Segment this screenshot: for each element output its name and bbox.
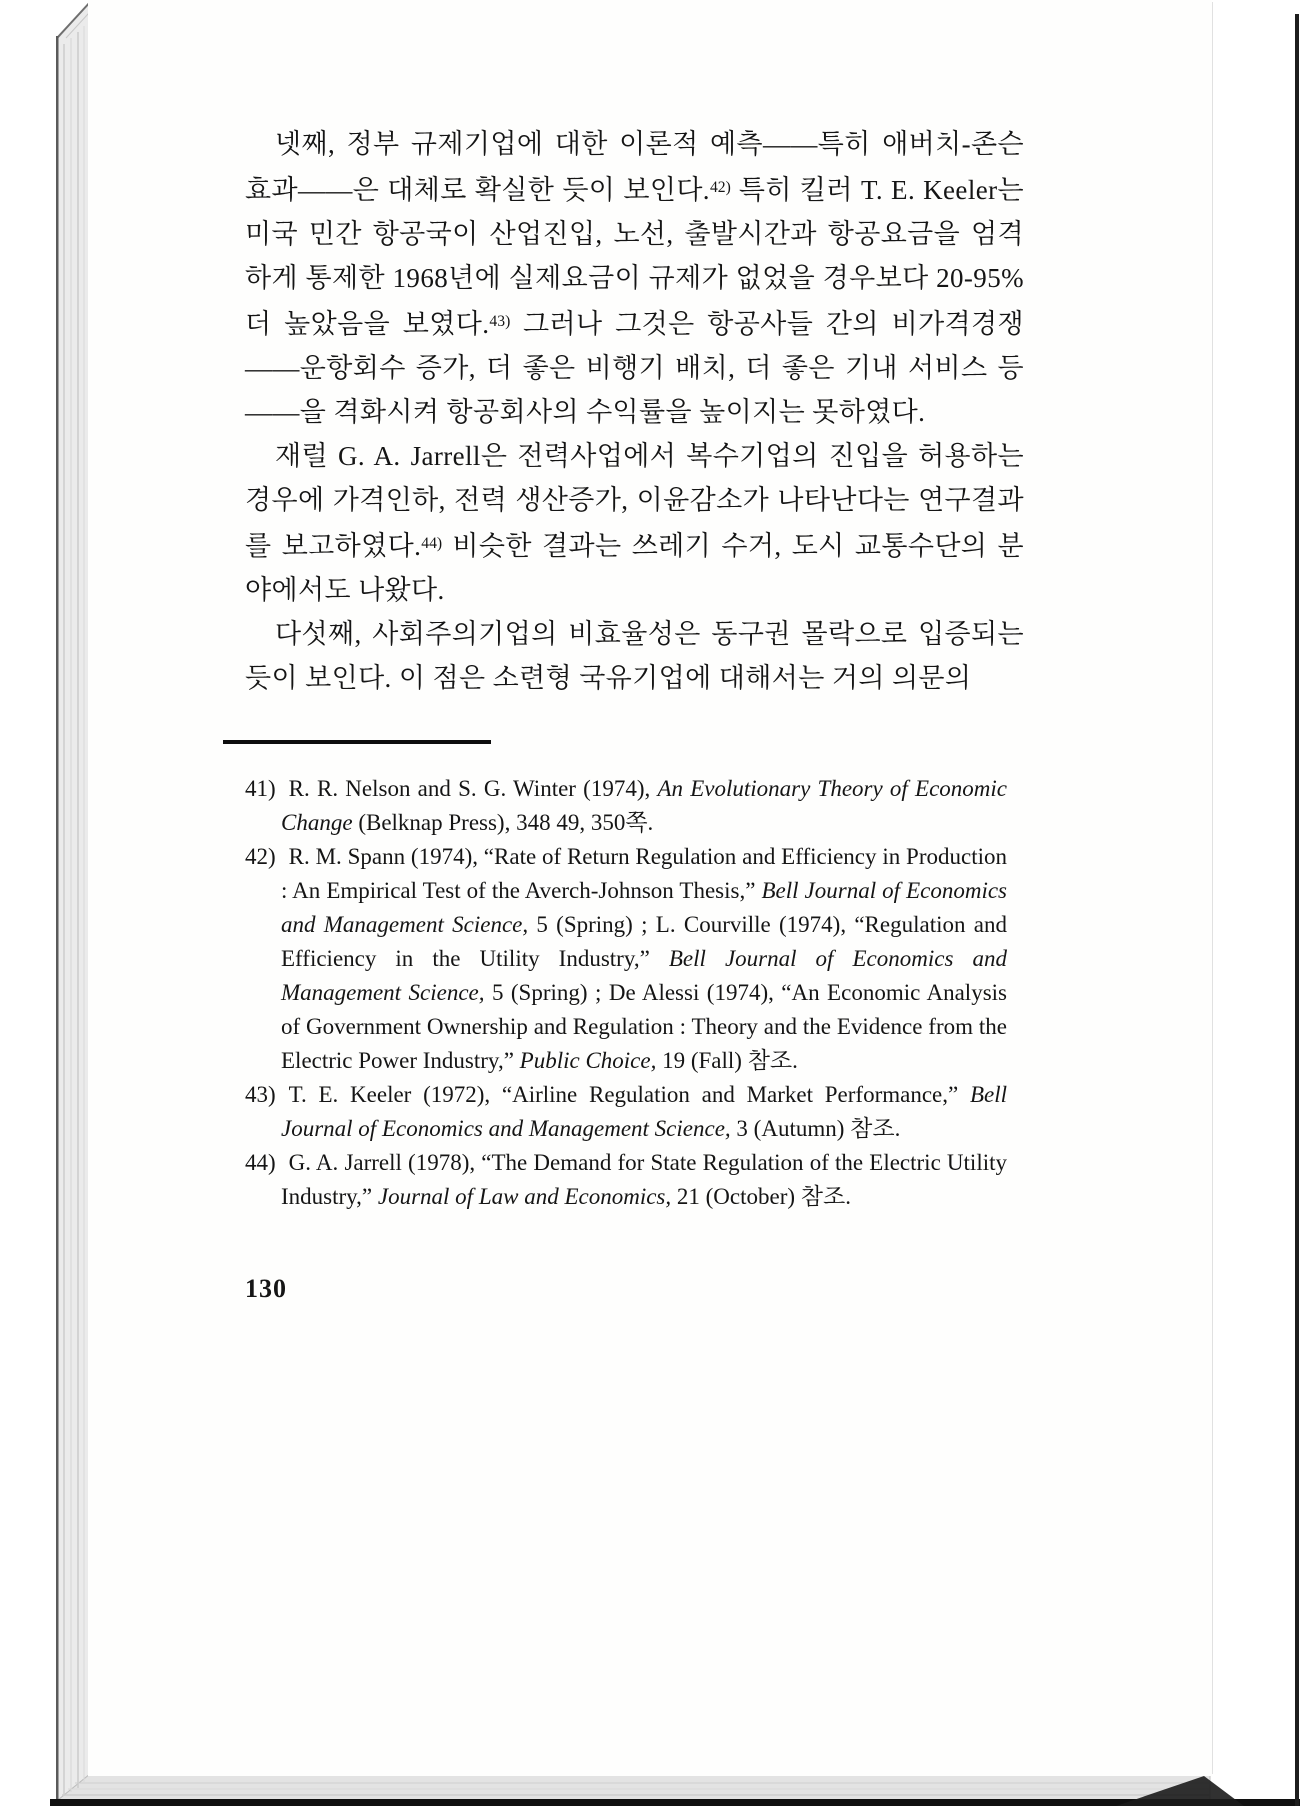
footnote-number: 42) bbox=[245, 844, 276, 869]
text-run: 재럴 G. A. Jarrell은 전력사업에서 복수기업의 진입을 허용하는 경우에 가격인하, 전력 생산증가, 이윤감소가 나타난다는 연구결과를 보고하였다. bbox=[245, 441, 1024, 561]
footnote-number: 41) bbox=[245, 776, 276, 801]
scan-right-border bbox=[1295, 14, 1299, 1806]
bottom-page-edge bbox=[58, 1774, 1210, 1800]
paragraph-socialist-firms bbox=[245, 612, 1024, 700]
text-run: 5 (Spring) ; L. Courville (1974), “Regulation and Efficiency in the Utility Industry,” bbox=[281, 912, 1007, 971]
footnotes bbox=[245, 772, 1007, 1214]
text-run: Bell Journal of Economics and Management Science, bbox=[281, 946, 1007, 1005]
footnote-41 bbox=[245, 772, 1007, 840]
text-run: 넷째, 정부 규제기업에 대한 이론적 예측——특히 애버치-존슨 효과——은 대체로 확실한 듯이 보인다. bbox=[245, 129, 1024, 205]
text-run: 다섯째, 사회주의기업의 비효율성은 동구권 몰락으로 입증되는 듯이 보인다. 이 점은 소련형 국유기업에 대해서는 거의 의문의 bbox=[245, 619, 1024, 693]
footnote-number: 43) bbox=[245, 1082, 276, 1107]
text-run: 그러나 그것은 항공사들 간의 비가격경쟁——운항회수 증가, 더 좋은 비행기 배치, 더 좋은 기내 서비스 등——을 격화시켜 항공회사의 수익률을 높이지는 못하였다. bbox=[245, 309, 1024, 427]
left-page-edge bbox=[58, 2, 90, 1800]
footnote-42 bbox=[245, 840, 1007, 1078]
page-number: 130 bbox=[245, 1274, 287, 1303]
paragraph-regulated-firms bbox=[245, 122, 1024, 434]
text-run: 특히 킬러 T. E. Keeler는 미국 민간 항공국이 산업진입, 노선, 출발시간과 항공요금을 엄격하게 통제한 1968년에 실제요금이 규제가 없었을 경우보다 20-95% 더 높았음을 보였다. bbox=[245, 175, 1024, 339]
text-run: Bell Journal of Economics and Management Science, bbox=[281, 878, 1007, 937]
footnote-number: 44) bbox=[245, 1150, 276, 1175]
text-run: (Belknap Press), 348 49, 350쪽. bbox=[352, 810, 654, 835]
text-run: Public Choice, bbox=[519, 1048, 657, 1073]
text-run: 3 (Autumn) 참조. bbox=[730, 1116, 901, 1141]
text-run: An Evolutionary Theory of Economic Change bbox=[281, 776, 1007, 835]
body-text bbox=[245, 122, 1024, 700]
paragraph-jarrell bbox=[245, 434, 1024, 612]
text-run: 21 (October) 참조. bbox=[671, 1184, 851, 1209]
footnote-ref: 43) bbox=[489, 313, 511, 330]
text-run: T. E. Keeler (1972), “Airline Regulation and Market Performance,” bbox=[288, 1082, 970, 1107]
text-run: G. A. Jarrell (1978), “The Demand for State Regulation of the Electric Utility Industry,” bbox=[281, 1150, 1007, 1209]
footnote-text bbox=[281, 1082, 1007, 1141]
scan-bottom-border bbox=[50, 1799, 1300, 1806]
footnote-43 bbox=[245, 1078, 1007, 1146]
footnote-text bbox=[281, 1150, 1007, 1209]
text-run: R. M. Spann (1974), “Rate of Return Regulation and Efficiency in Production : An Empirical Test of the Averch-Johnson Thesis,” bbox=[281, 844, 1007, 903]
text-run: R. R. Nelson and S. G. Winter (1974), bbox=[288, 776, 658, 801]
text-run: 비슷한 결과는 쓰레기 수거, 도시 교통수단의 분야에서도 나왔다. bbox=[245, 531, 1024, 605]
footnote-text bbox=[281, 844, 1007, 1073]
footnote-ref: 44) bbox=[421, 535, 443, 552]
text-run: Journal of Law and Economics, bbox=[377, 1184, 672, 1209]
text-run: Bell Journal of Economics and Management Science, bbox=[281, 1082, 1007, 1141]
footnote-separator-rule bbox=[223, 740, 491, 744]
text-run: 19 (Fall) 참조. bbox=[656, 1048, 798, 1073]
footnote-ref: 42) bbox=[709, 179, 731, 196]
footnote-text bbox=[281, 776, 1007, 835]
footnote-44 bbox=[245, 1146, 1007, 1214]
text-run: 5 (Spring) ; De Alessi (1974), “An Economic Analysis of Government Ownership and Regulation : Theory and the Evidence from the Electric Power Industry,” bbox=[281, 980, 1007, 1073]
page-content bbox=[245, 122, 1024, 1304]
page bbox=[88, 0, 1212, 1776]
